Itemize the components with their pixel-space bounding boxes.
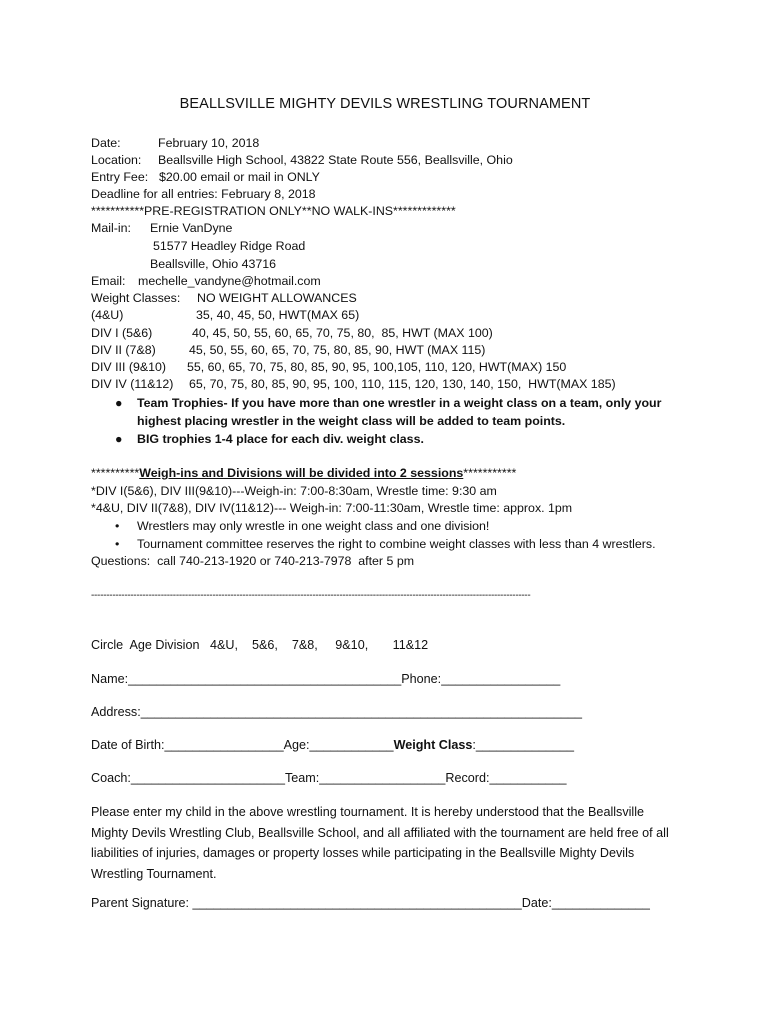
parent-signature-label: Parent Signature: [91,896,193,910]
mail-in-name: Ernie VanDyne [150,221,233,235]
name-field[interactable]: _______________________________________ [128,672,402,686]
phone-field[interactable]: _________________ [441,672,561,686]
preregistration-notice: ***********PRE-REGISTRATION ONLY**NO WALK-INS************* [91,204,456,218]
location-row [91,152,513,168]
parent-signature-field[interactable]: _______________________________________________ [192,896,522,910]
email-label: Email: [91,274,126,288]
page-title: BEALLSVILLE MIGHTY DEVILS WRESTLING TOURNAMENT [179,96,591,112]
waiver-line: Please enter my child in the above wrestling tournament. It is hereby understood that the Beallsville [91,805,645,819]
weight-class-label: Weight Class [393,738,473,752]
bullet-icon: ● [115,396,123,410]
division-weights: 65, 70, 75, 80, 85, 90, 95, 100, 110, 115, 120, 130, 140, 150, HWT(MAX 185) [189,377,616,391]
division-weights: 40, 45, 50, 55, 60, 65, 70, 75, 80, 85, HWT (MAX 100) [192,326,493,340]
stars-right: *********** [463,466,517,480]
dob-label: Date of Birth: [91,738,165,752]
rule-one-class: Wrestlers may only wrestle in one weight class and one division! [137,519,490,533]
team-trophies-line1: Team Trophies- If you have more than one wrestler in a weight class on a team, only your [137,396,662,410]
division-name: (4&U) [91,308,124,322]
age-division-selector[interactable]: Circle Age Division 4&U, 5&6, 7&8, 9&10, 11&12 [91,638,429,652]
division-row [91,307,359,323]
deadline-text: Deadline for all entries: February 8, 2018 [91,187,316,201]
weight-class-field[interactable]: ______________ [475,738,574,752]
age-field[interactable]: ____________ [309,738,394,752]
coach-label: Coach: [91,771,131,785]
waiver-line: liabilities of injuries, damages or property losses while participating in the Beallsville Mighty Devils [91,846,635,860]
waiver-line: Wrestling Tournament. [91,866,217,881]
weight-classes-label: Weight Classes: [91,291,181,305]
record-label: Record: [445,771,490,785]
division-row [91,359,566,375]
division-row [91,325,493,341]
session-1-text: *DIV I(5&6), DIV III(9&10)---Weigh-in: 7:00-8:30am, Wrestle time: 9:30 am [91,484,497,498]
division-name: DIV IV (11&12) [91,377,174,391]
session-2-text: *4&U, DIV II(7&8), DIV IV(11&12)--- Weigh-in: 7:00-11:30am, Wrestle time: approx. 1pm [91,501,573,515]
division-weights: 45, 50, 55, 60, 65, 70, 75, 80, 85, 90, HWT (MAX 115) [189,343,486,357]
address-field[interactable]: _______________________________________________________________ [140,705,582,719]
bullet-icon: • [115,519,120,533]
mail-in-city: Beallsville, Ohio 43716 [150,257,277,271]
weight-class-colon: : [472,738,476,752]
team-trophies-text [137,395,697,430]
record-field[interactable]: ___________ [489,771,567,785]
division-name: DIV I (5&6) [91,326,153,340]
team-field[interactable]: __________________ [319,771,446,785]
liability-waiver [91,802,691,884]
bullet-icon: ● [115,432,123,446]
date-value: February 10, 2018 [158,136,260,150]
mail-in-label: Mail-in: [91,221,131,235]
division-weights: 35, 40, 45, 50, HWT(MAX 65) [196,308,360,322]
division-name: DIV III (9&10) [91,360,167,374]
division-weights: 55, 60, 65, 70, 75, 80, 85, 90, 95, 100,105, 110, 120, HWT(MAX) 150 [187,360,567,374]
waiver-line: Mighty Devils Wrestling Club, Beallsville School, and all affiliated with the tournament are held free of all [91,825,669,840]
location-label: Location: [91,153,142,167]
bullet-icon: • [115,537,120,551]
division-row [91,342,485,358]
phone-label: Phone: [401,672,442,686]
entry-fee-row [91,169,320,185]
division-name: DIV II (7&8) [91,343,156,357]
date-row [91,135,259,151]
name-phone-row [91,672,560,686]
coach-field[interactable]: ______________________ [130,771,285,785]
signature-row [91,896,650,910]
entry-fee-value: $20.00 email or mail in ONLY [159,170,320,184]
rule-combine-classes: Tournament committee reserves the right to combine weight classes with less than 4 wrestlers. [137,537,656,551]
dob-age-weight-row [91,738,574,752]
sessions-heading [91,465,516,481]
weight-classes-row [91,290,357,306]
date-label: Date: [91,136,121,150]
signature-date-label: Date: [521,896,552,910]
sessions-heading-text: Weigh-ins and Divisions will be divided into 2 sessions [139,466,464,480]
email-value: mechelle_vandyne@hotmail.com [138,274,321,288]
location-value: Beallsville High School, 43822 State Route 556, Beallsville, Ohio [158,153,513,167]
cut-line-separator: ------------------------------------------------------------------------------------------------------------------------------------------------- [91,590,531,601]
name-label: Name: [91,672,129,686]
stars-left: ********** [91,466,140,480]
signature-date-field[interactable]: ______________ [551,896,650,910]
division-row [91,376,616,392]
entry-fee-label: Entry Fee: [91,170,149,184]
weight-allowances-note: NO WEIGHT ALLOWANCES [197,291,357,305]
email-row [91,273,321,289]
team-label: Team: [285,771,320,785]
age-label: Age: [283,738,310,752]
mail-in-row [91,220,232,236]
dob-field[interactable]: _________________ [164,738,284,752]
mail-in-street: 51577 Headley Ridge Road [153,239,306,253]
team-trophies-line2: highest placing wrestler in the weight class will be added to team points. [137,413,566,428]
coach-team-record-row [91,771,567,785]
questions-text: Questions: call 740-213-1920 or 740-213-7978 after 5 pm [91,554,415,568]
big-trophies-text: BIG trophies 1-4 place for each div. weight class. [137,432,424,446]
address-row [91,705,582,719]
address-label: Address: [91,705,141,719]
